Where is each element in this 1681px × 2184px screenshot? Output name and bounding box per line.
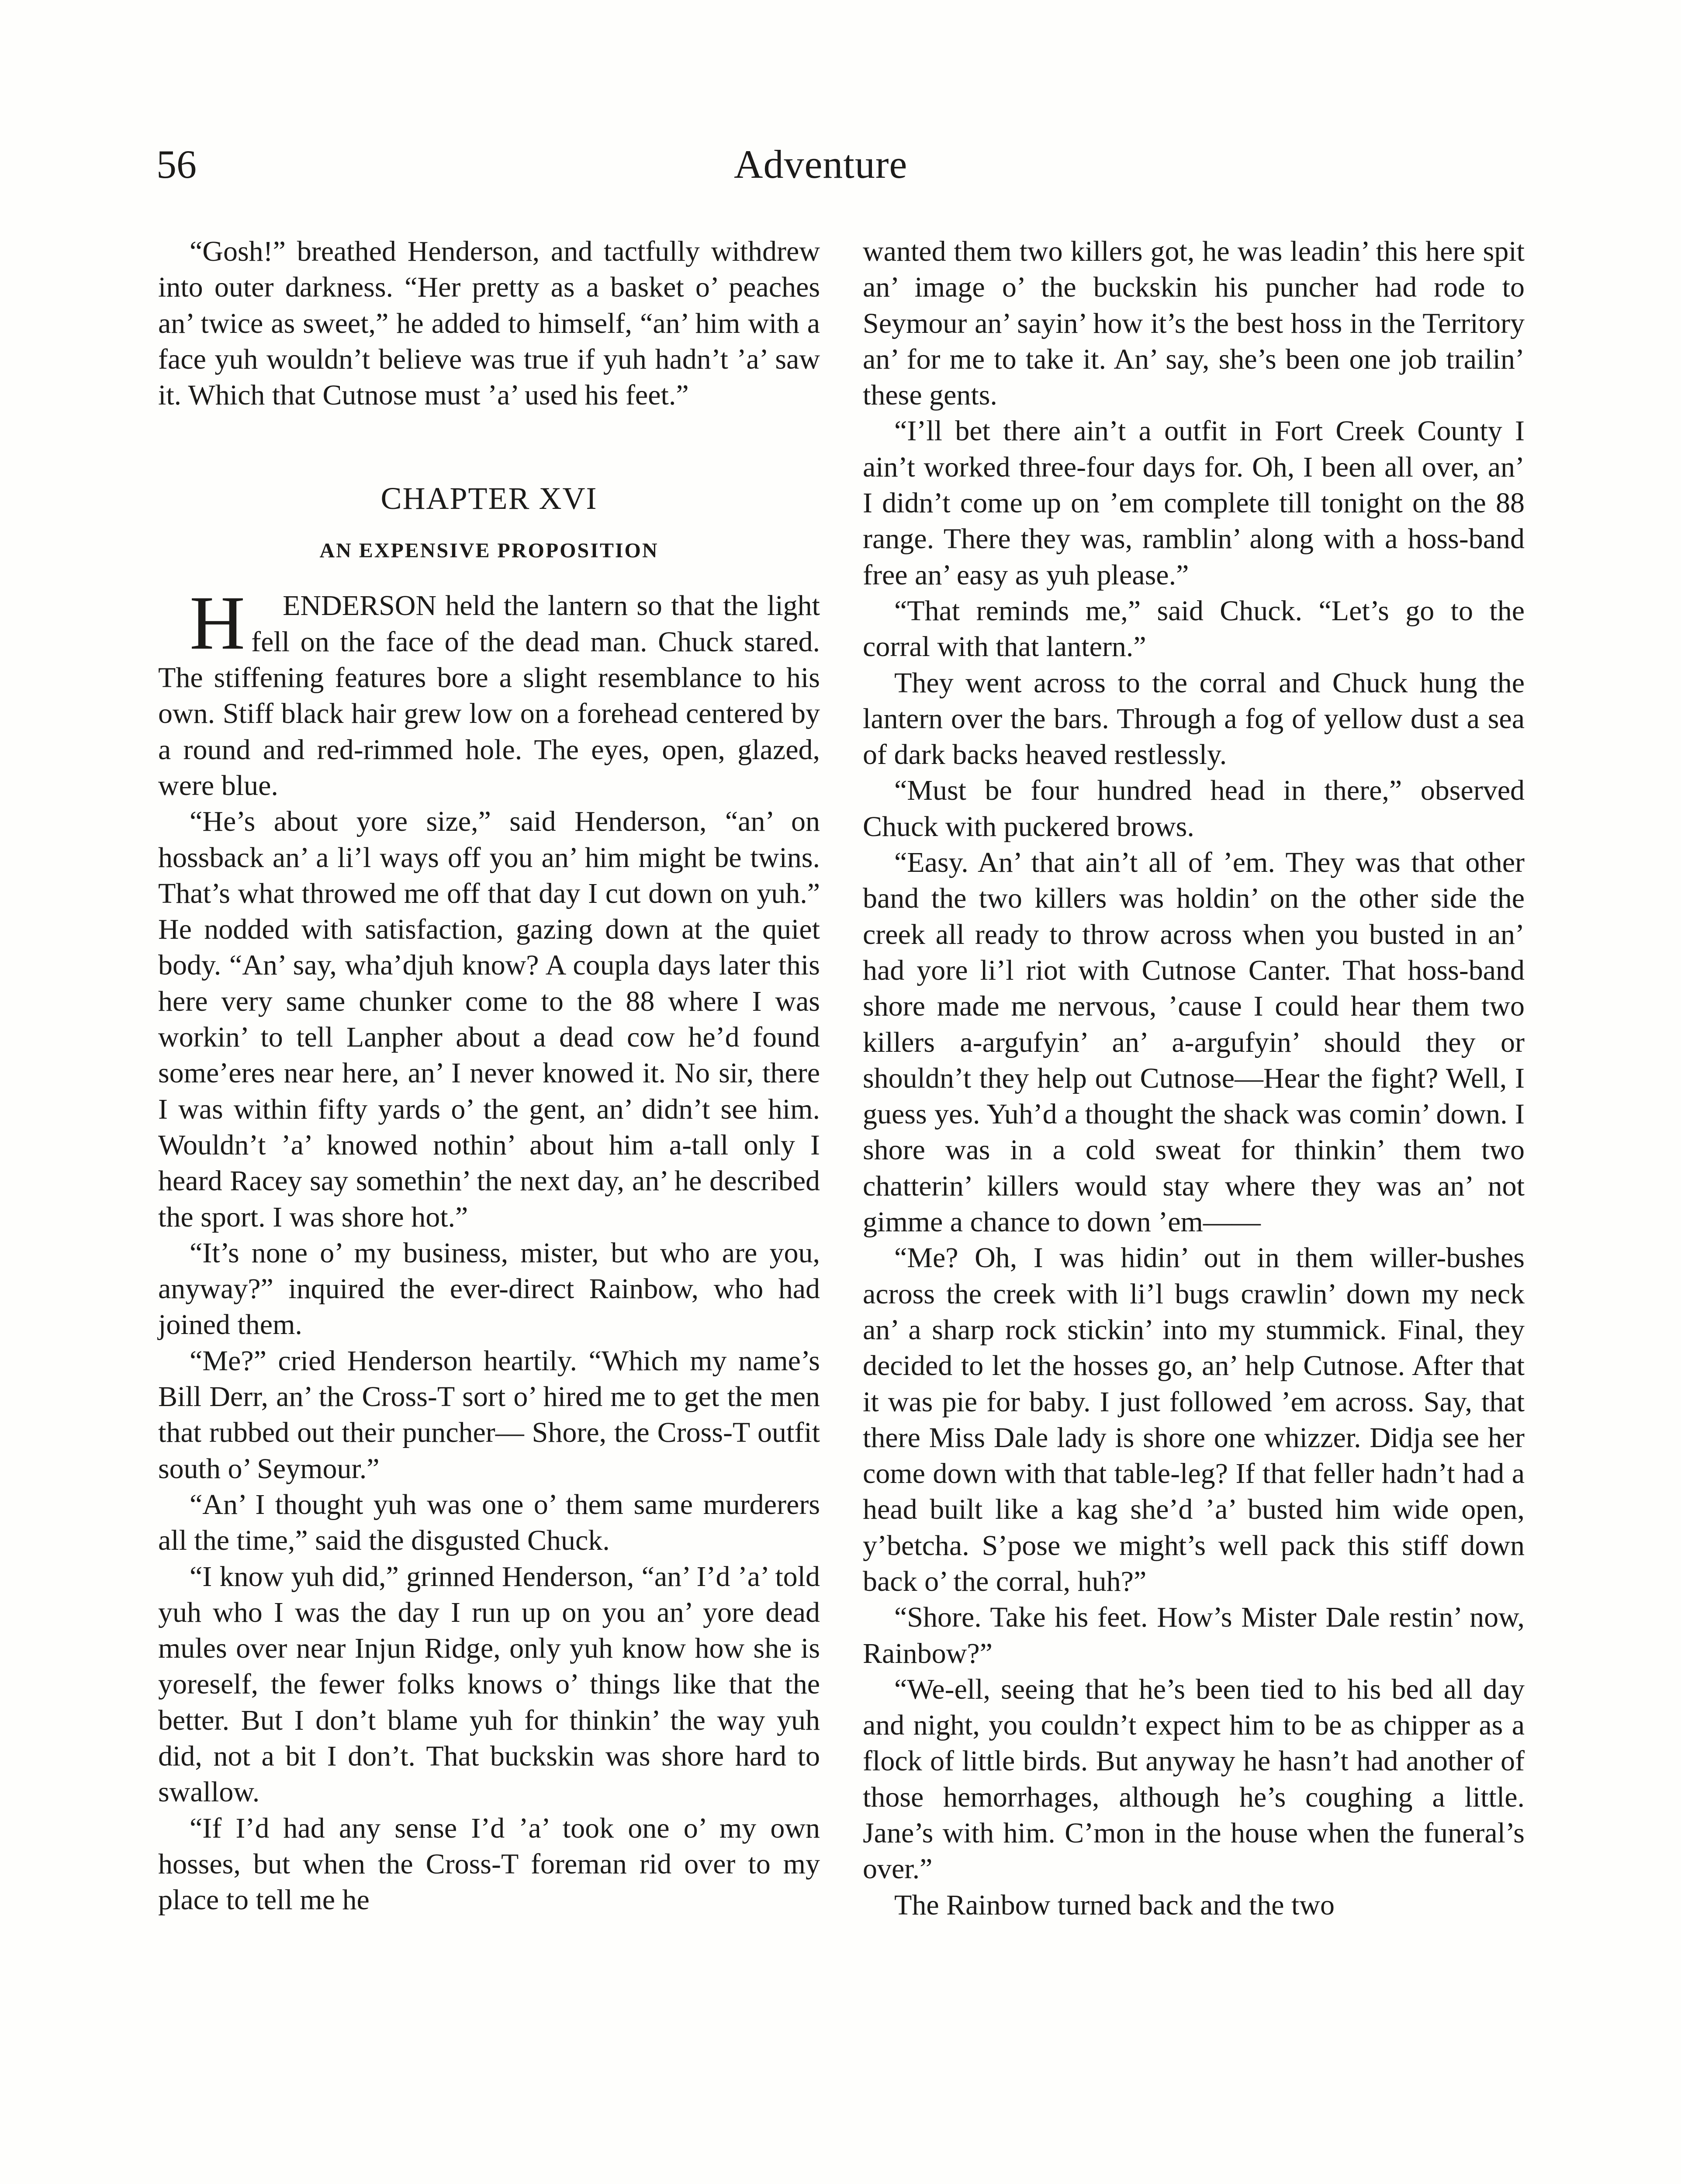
paragraph: The Rainbow turned back and the two xyxy=(894,1889,1335,1921)
paragraph: “He’s about yore size,” said Henderson, “an’ on hossback an’ a li’l ways off you an’ him might be twins. That’s what throwed me off that day I cut down on yuh.” He nodded with satisfaction, gazing down at the quiet body. “An’ say, wha’djuh know? A coupla days later this here very same chunker come to the 88 where I was workin’ to tell Lanpher about a dead cow he’d found some’eres near here, an’ I never knowed it. No sir, there I was within fifty yards o’ the gent, an’ didn’t see him. Wouldn’t ’a’ knowed nothin’ about him a-tall only I heard Racey say somethin’ the next day, an’ he described the sport. I was shore hot.” xyxy=(158,805,820,1233)
paragraph: “Me?” cried Henderson heartily. “Which my name’s Bill Derr, an’ the Cross-T sort o’ hired me to get the men that rubbed out their puncher— Shore, the Cross-T outfit south o’ Seymour.” xyxy=(158,1344,820,1485)
left-column xyxy=(158,234,820,1918)
paragraph: “Shore. Take his feet. How’s Mister Dale restin’ now, Rainbow?” xyxy=(863,1601,1525,1669)
paragraph: “An’ I thought yuh was one o’ them same murderers all the time,” said the disgusted Chuck. xyxy=(158,1488,820,1557)
chapter-title: CHAPTER XVI xyxy=(380,481,598,516)
paragraph: “I’ll bet there ain’t a outfit in Fort Creek County I ain’t worked three-four days for. Oh, I been all over, an’ I didn’t come up on ’em complete till tonight on the 88 range. There they was, ramblin’ along with a hoss-band free an’ easy as yuh please.” xyxy=(863,415,1525,591)
drop-cap: H xyxy=(190,581,246,666)
paragraph: “Me? Oh, I was hidin’ out in them willer-bushes across the creek with li’l bugs crawlin’ down my neck an’ a sharp rock stickin’ into my stummick. Final, they decided to let the hosses go, an’ help Cutnose. After that it was pie for baby. I just followed ’em across. Say, that there Miss Dale lady is shore one whizzer. Didja see her come down with that table-leg? If that feller hadn’t had a head built like a kag she’d ’a’ busted him wide open, y’betcha. S’pose we might’s well pack this stiff down back o’ the corral, huh?” xyxy=(863,1242,1525,1597)
paragraph: “I know yuh did,” grinned Henderson, “an’ I’d ’a’ told yuh who I was the day I run up on you an’ yore dead mules over near Injun Ridge, only yuh know how she is yoreself, the fewer folks knows o’ things like that the better. But I don’t blame yuh for thinkin’ the way yuh did, not a bit I don’t. That buckskin was shore hard to swallow. xyxy=(158,1560,820,1808)
paragraph: “If I’d had any sense I’d ’a’ took one o’ my own hosses, but when the Cross-T foreman rid over to my place to tell me he xyxy=(158,1812,820,1916)
paragraph: “It’s none o’ my business, mister, but who are you, anyway?” inquired the ever-direct Rainbow, who had joined them. xyxy=(158,1237,820,1341)
paragraph: “Gosh!” breathed Henderson, and tactfully withdrew into outer darkness. “Her pretty as a basket o’ peaches an’ twice as sweet,” he added to himself, “an’ him with a face yuh wouldn’t believe was true if yuh hadn’t ’a’ saw it. Which that Cutnose must ’a’ used his feet.” xyxy=(158,235,820,411)
right-column xyxy=(863,234,1525,1923)
paragraph-continued: wanted them two killers got, he was leadin’ this here spit an’ image o’ the buckskin his puncher had rode to Seymour an’ sayin’ how it’s the best hoss in the Territory an’ for me to take it. An’ say, she’s been one job trailin’ these gents. xyxy=(863,235,1525,411)
chapter-subtitle: AN EXPENSIVE PROPOSITION xyxy=(319,539,659,563)
opening-paragraph xyxy=(158,581,820,804)
paragraph: “Easy. An’ that ain’t all of ’em. They was that other band the two killers was holdin’ on the other side the creek all ready to throw across when you busted in an’ had yore li’l riot with Cutnose Canter. That hoss-band shore made me nervous, ’cause I could hear them two killers a-argufyin’ an’ a-argufyin’ should they or shouldn’t they help out Cutnose—Hear the fight? Well, I guess yes. Yuh’d a thought the shack was comin’ down. I shore was in a cold sweat for thinkin’ them two chatterin’ killers would stay where they was an’ not gimme a chance to down ’em—— xyxy=(863,847,1525,1238)
running-head: Adventure xyxy=(734,142,908,187)
paragraph: They went across to the corral and Chuck hung the lantern over the bars. Through a fog of yellow dust a sea of dark backs heaved restlessly. xyxy=(863,667,1525,771)
paragraph: “Must be four hundred head in there,” observed Chuck with puckered brows. xyxy=(863,774,1525,843)
page-number: 56 xyxy=(156,142,197,187)
opening-paragraph-text: ENDERSON held the lantern so that the light fell on the face of the dead man. Chuck stared. The stiffening features bore a slight resemblance to his own. Stiff black hair grew low on a forehead centered by a round and red-rimmed hole. The eyes, open, glazed, were blue. xyxy=(158,590,820,802)
paragraph: “That reminds me,” said Chuck. “Let’s go to the corral with that lantern.” xyxy=(863,594,1525,663)
paragraph: “We-ell, seeing that he’s been tied to his bed all day and night, you couldn’t expect him to be as chipper as a flock of little birds. But anyway he hasn’t had another of those hemorrhages, although he’s coughing a little. Jane’s with him. C’mon in the house when the funeral’s over.” xyxy=(863,1673,1525,1885)
